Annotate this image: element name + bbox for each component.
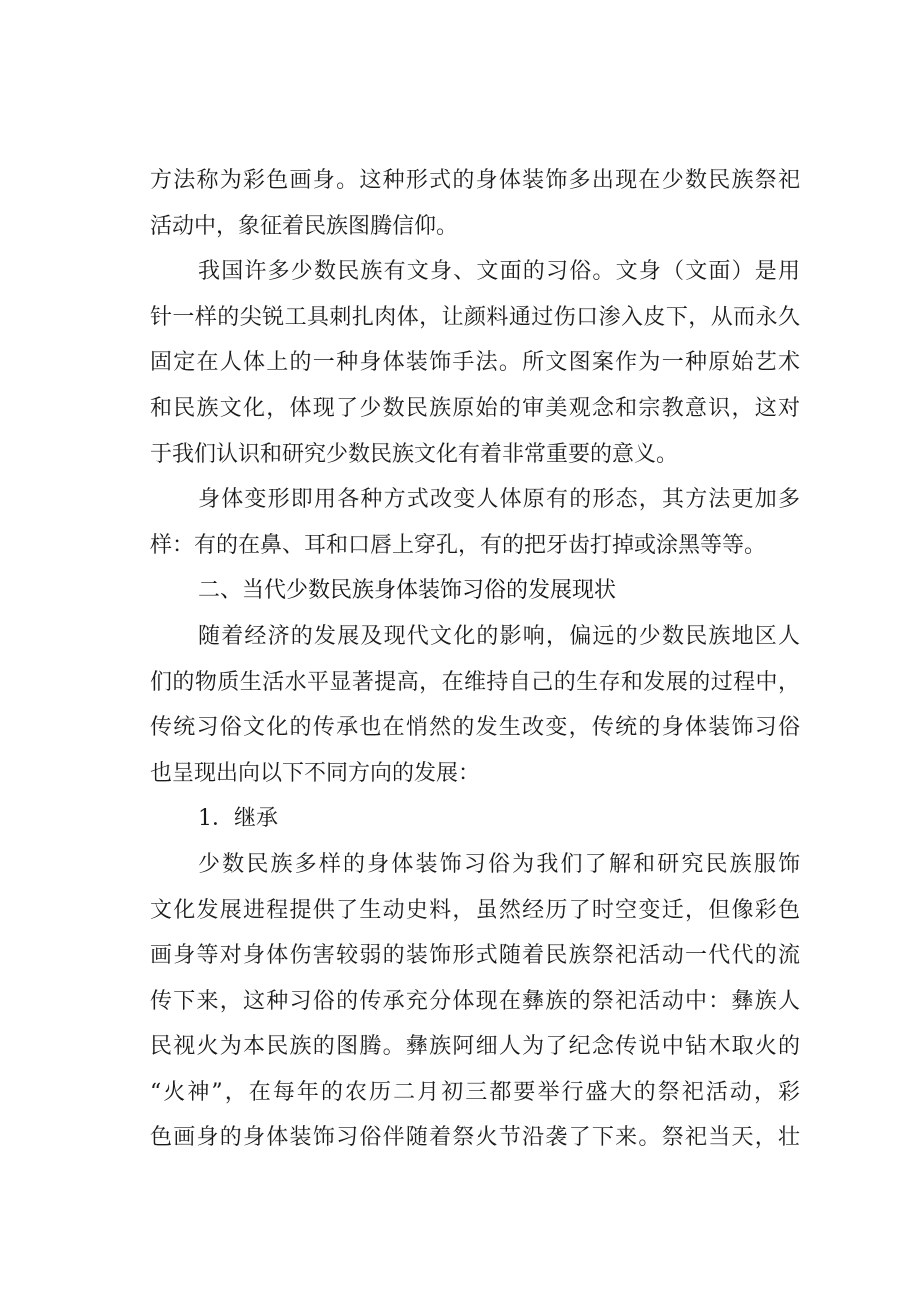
paragraph-line: 样：有的在鼻、耳和口唇上穿孔，有的把牙齿打掉或涂黑等等。 [150,532,767,558]
paragraph-line: 随着经济的发展及现代文化的影响，偏远的少数民族地区人 [198,623,800,649]
paragraph-line: 于我们认识和研究少数民族文化有着非常重要的意义。 [150,441,679,467]
paragraph-line: 少数民族多样的身体装饰习俗为我们了解和研究民族服饰 [198,851,800,877]
paragraph-line: 色画身的身体装饰习俗伴随着祭火节沿袭了下来。祭祀当天，壮 [150,1125,800,1151]
section-heading: 二、当代少数民族身体装饰习俗的发展现状 [198,578,617,604]
paragraph-line: 文化发展进程提供了生动史料，虽然经历了时空变迁，但像彩色 [150,897,800,923]
paragraph-line: 也呈现出向以下不同方向的发展： [150,760,481,786]
paragraph-line: 活动中，象征着民族图腾信仰。 [150,213,459,239]
paragraph-line: 我国许多少数民族有文身、文面的习俗。文身（文面）是用 [198,259,800,285]
paragraph-line: 身体变形即用各种方式改变人体原有的形态，其方法更加多 [198,487,800,513]
paragraph-line: 方法称为彩色画身。这种形式的身体装饰多出现在少数民族祭祀 [150,168,800,193]
paragraph-line: 针一样的尖锐工具刺扎肉体，让颜料通过伤口渗入皮下，从而永久 [150,304,800,330]
paragraph-line: 和民族文化，体现了少数民族原始的审美观念和宗教意识，这对 [150,395,800,421]
paragraph-line: 们的物质生活水平显著提高，在维持自己的生存和发展的过程中， [150,669,800,695]
document-body [150,158,800,1161]
paragraph-line: 民视火为本民族的图腾。彝族阿细人为了纪念传说中钻木取火的 [150,1034,800,1060]
paragraph-line: 固定在人体上的一种身体装饰手法。所文图案作为一种原始艺术 [150,350,800,376]
paragraph-line: 传下来，这种习俗的传承充分体现在彝族的祭祀活动中：彝族人 [150,988,800,1014]
paragraph-line: 画身等对身体伤害较弱的装饰形式随着民族祭祀活动一代代的流 [150,943,800,969]
paragraph-line: 传统习俗文化的传承也在悄然的发生改变，传统的身体装饰习俗 [150,715,800,741]
paragraph-line: “火神”，在每年的农历二月初三都要举行盛大的祭祀活动，彩 [150,1079,800,1105]
subsection-heading: 1．继承 [198,806,278,832]
